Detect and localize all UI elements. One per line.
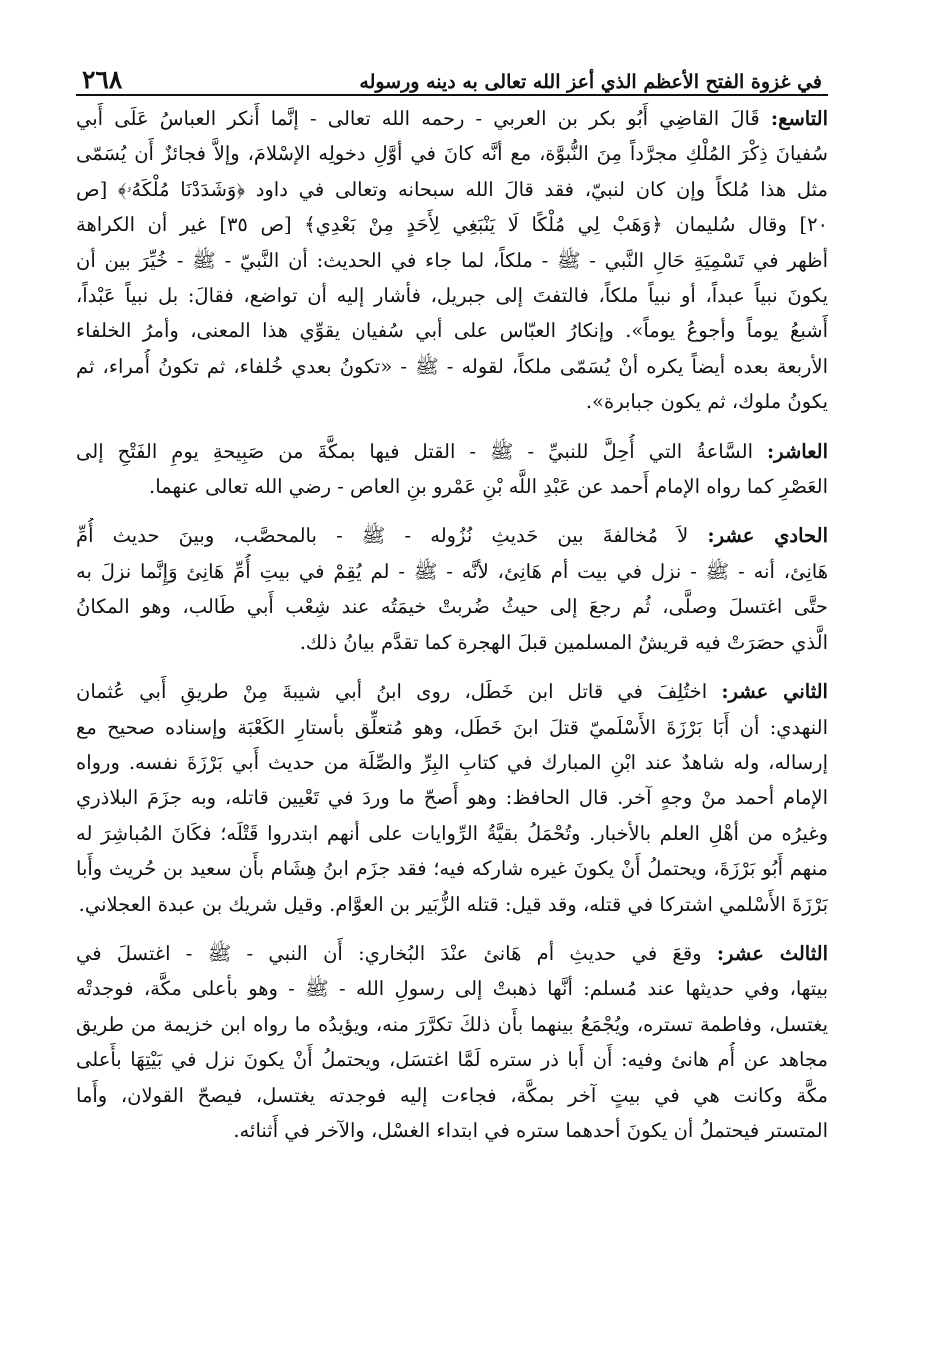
line-text: لاَ مُخالفةَ بين حَديثِ نُزُوله - ﷺ - بالمحصَّب، وبينَ حديث أُمِّ <box>76 524 708 548</box>
paragraph-ninth <box>76 101 828 420</box>
text-line: الإمام أحمد منْ وجهٍ آخر. قال الحافظ: وهو أَصحّ ما وردَ في تَعْيين قاتله، وبه جزَمَ البلاذري <box>76 786 828 810</box>
text-line: أَشبعُ يوماً وأجوعُ يوماً». وإنكارُ العبّاس على أبي سُفيان يقوِّي هذا المعنى، وأمرُ الخلفاء <box>76 319 828 343</box>
text-line: مثل هذا مُلكاً وإن كان لنبيّ، فقد قالَ الله سبحانه وتعالى في داود ﴿وَشَدَدْنَا مُلْكَهُۥ﴾ [ص <box>76 177 828 201</box>
paragraph-lead: الثالث عشر: <box>716 941 828 965</box>
paragraph-lead: العاشر: <box>766 439 828 463</box>
paragraph-tenth <box>76 434 828 505</box>
line-text: اختُلِفَ في قاتل ابن خَطَل، روى ابنُ أبي شيبةَ مِنْ طريقِ أَبي عُثمان <box>76 680 722 704</box>
page-body <box>76 101 828 1162</box>
text-line <box>76 434 828 469</box>
text-line: المتستر فيحتملُ أن يكونَ أحدهما ستره في ابتداء الغسْل، والآخر في أَثنائه. <box>233 1118 828 1142</box>
text-line: هَانِئ، أنه - ﷺ - نزل في بيت أم هَانِئ، لأنَّه - ﷺ - لم يُقِمْ في بيتِ أُمِّ هَانِئ وَإِنَّما نزلَ به <box>76 559 828 583</box>
text-line: وغيرُه من أهْلِ العلم بالأخبار. وتُحْمَلُ بقيَّةُ الرِّوايات على أنهم ابتدروا قَتْلَه؛ فكَانَ المُباشِرَ له <box>76 821 828 845</box>
paragraph-twelfth <box>76 674 828 922</box>
text-line <box>76 518 828 553</box>
text-line: مكَّة وكانت هي في بيتٍ آخر بمكَّة، فجاءت إليه فوجدته يغتسل، فيصحّ القولان، وأَما <box>76 1083 828 1107</box>
text-line: العَصْرِ كما رواه الإمام أَحمد عن عَبْدِ اللَّه بْنِ عَمْرو بنِ العاص - رضي الله تعالى عنهما. <box>149 475 828 499</box>
text-line: النهدي: أن أَبَا بَرْزَةَ الأَسْلَميّ قتلَ ابنَ خَطَل، وهو مُتعلِّق بأستارِ الكَعْبَة وإسناده صحيح مع <box>76 715 828 739</box>
line-text: قَالَ القاضِي أَبُو بكر بن العربي - رحمه الله تعالى - إنَّما أَنكر العباسُ عَلَى أَبي <box>76 107 771 130</box>
page-header <box>82 46 822 92</box>
paragraph-lead: الحادي عشر: <box>707 524 828 548</box>
text-line: ٢٠] وقال سُليمان ﴿وَهَبْ لِي مُلْكًا لَا يَنْبَغِي لِأَحَدٍ مِنْ بَعْدِي﴾ [ص ٣٥] غير أن الكراهة <box>76 213 828 237</box>
text-line: إرساله، وله شاهدٌ عند ابْنِ المبارك في كتابِ البِرِّ والصِّلَة من حديث أَبي بَرْزَةَ نفسه. ورواه <box>76 750 828 774</box>
line-text: وقعَ في حديثِ أم هَانئ عنْدَ البُخاري: أَن النبي - ﷺ - اغتسلَ في <box>76 941 717 965</box>
text-line: منهم أَبُو بَرْزَةَ، ويحتملُ أَنْ يكونَ غيره شاركه فيه؛ فقد جزَم ابنُ هِشَام بأَن سعيد بن حُريث وأَبا <box>76 857 828 881</box>
paragraph-lead: التاسع: <box>770 107 828 130</box>
text-line: أظهر في تَسْمِيَةِ حَالِ النَّبي - ﷺ - ملكاً، لما جاء في الحديث: أن النَّبيّ - ﷺ - خُيِّرَ بين أن <box>76 248 828 272</box>
text-line: الَّذي حصَرَتْ فيه قريشٌ المسلمين قبلَ الهجرة كما تقدَّم بيانُ ذلك. <box>299 630 828 654</box>
paragraph-lead: الثاني عشر: <box>721 680 828 704</box>
text-line: مجاهد عن أُم هانئ وفيه: أَن أَبا ذر ستره لَمَّا اغتسَل، ويحتملُ أَنْ يكونَ نزل في بَيْتِهَا بأَعلى <box>76 1048 828 1072</box>
text-line <box>76 674 828 709</box>
header-divider <box>76 94 828 96</box>
text-line: يكونَ نبياً عبداً، أو نبياً ملكاً، فالتفتَ إلى جبريل، فأشار إليه أن تواضع، فقالَ: بل نبياً عَبْداً، <box>76 284 828 308</box>
running-title: في غزوة الفتح الأعظم الذي أعز الله تعالى به دينه ورسوله <box>359 71 822 93</box>
text-line: يغتسل، وفاطمة تستره، ويُجْمَعُ بينهما بأَن ذلكَ تكرَّرَ منه، ويؤيدُه ما رواه ابن خزيمة من طريق <box>76 1012 828 1036</box>
text-line <box>76 936 828 971</box>
text-line: بيتها، وفي حديثها عند مُسلم: أنَّها ذهبتْ إلى رسولِ الله - ﷺ - وهو بأعلى مكَّة، فوجدتْه <box>76 977 828 1001</box>
line-text: السَّاعةُ التي أُحِلَّ للنبيِّ - ﷺ - القتل فيها بمكَّةَ من صَبِيحةِ يومِ الفَتْحِ إلى <box>76 439 767 463</box>
text-line: سُفيانَ ذِكْرَ المُلْكِ مجرَّداً مِنَ النُّبوَّة، مع أنَّه كانَ في أوَّلِ دخولِه الإسْلامَ، وإلاَّ فجائزٌ أَن يُسَمّى <box>76 142 828 166</box>
paragraph-eleventh <box>76 518 828 660</box>
text-line: الأربعة بعده أيضاً يكره أنْ يُسَمّى ملكاً، لقوله - ﷺ - «تكونُ بعدي خُلفاء، ثم تكونُ أُمراء، ثم <box>76 354 828 378</box>
text-line: حتَّى اغتسلَ وصلَّى، ثُم رجعَ إلى حيثُ ضُربتْ خيمَتُه عند شِعْب أَبي طَالب، وهو المكانُ <box>76 595 828 619</box>
text-line: يكونُ ملوك، ثم يكون جبابرة». <box>585 390 828 414</box>
page-number: ٢٦٨ <box>82 65 123 94</box>
text-line: بَرْزَةَ الأَسْلمي اشتركا في قتله، وقد قيل: قتله الزُّبَير بن العوَّام. وقيل شريك بن عبدة العجلاني. <box>78 892 828 916</box>
paragraph-thirteenth <box>76 936 828 1148</box>
text-line <box>76 101 828 136</box>
